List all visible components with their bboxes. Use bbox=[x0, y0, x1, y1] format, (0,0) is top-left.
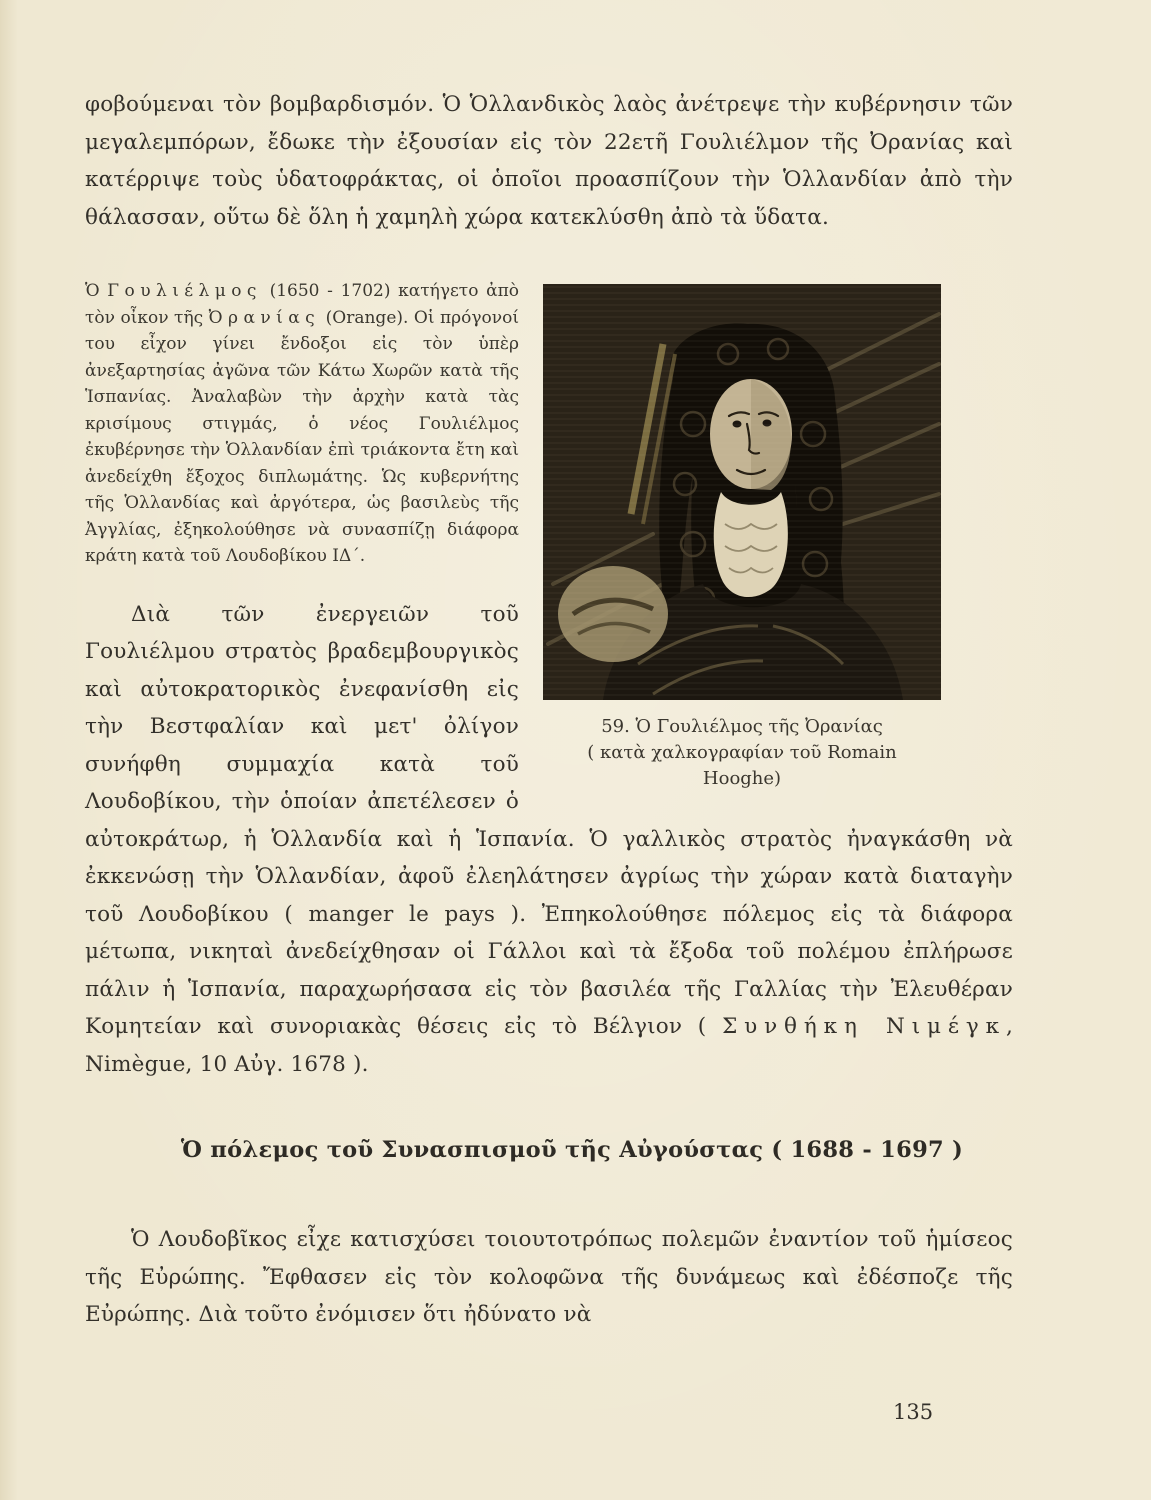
figure-caption-line3: Hooghe) bbox=[702, 768, 782, 789]
portrait-figure bbox=[543, 284, 941, 792]
figure-caption-line1: 59. Ὁ Γουλιέλμος τῆς Ὀρανίας bbox=[601, 716, 883, 737]
intro-paragraph: φοβούμεναι τὸν βομβαρδισμόν. Ὁ Ὁλλανδικὸς λαὸς ἀνέτρεψε τὴν κυβέρνησιν τῶν μεγαλεμπόρων, ἔδωκε τὴν ἐξουσίαν εἰς τὸν 22ετῆ Γουλιέλμον τῆς Ὀρανίας καὶ κατέρριψε τοὺς ὑδατοφράκτας, οἱ ὁποῖοι προασπίζουν τὴν Ὁλλανδίαν ἀπὸ τὴν θάλασσαν, οὕτω δὲ ὅλη ἡ χαμηλὴ χώρα κατεκλύσθη ἀπὸ τὰ ὕδατα. bbox=[85, 92, 1013, 230]
page-number: 135 bbox=[893, 1400, 934, 1424]
main-part2: , Nimègue, 10 Αὐγ. 1678 ). bbox=[85, 1014, 1013, 1077]
section-heading: Ὁ πόλεμος τοῦ Συνασπισμοῦ τῆς Αὐγούστας ( 1688 - 1697 ) bbox=[180, 1137, 964, 1163]
sidebar-rest: (Orange). Οἱ πρόγονοί του εἶχον γίνει ἔνδοξοι εἰς τὸν ὑπὲρ ἀνεξαρτησίας ἀγῶνα τῶν Κάτω Χωρῶν κατὰ τῆς Ἱσπανίας. Ἀναλαβὼν τὴν ἀρχὴν κατὰ τὰς κρισίμους στιγμάς, ὁ νέος Γουλιέλμος ἐκυβέρνησε τὴν Ὁλλανδίαν ἐπὶ τριάκοντα ἔτη καὶ ἀνεδείχθη ἔξοχος διπλωμάτης. Ὡς κυβερνήτης τῆς Ὁλλανδίας καὶ ἀργότερα, ὡς βασιλεὺς τῆς Ἀγγλίας, ἐξηκολούθησε νὰ συνασπίζῃ διάφορα κράτη κατὰ τοῦ Λουδοβίκου ΙΔ΄. bbox=[85, 307, 520, 566]
main-part1: Διὰ τῶν ἐνεργειῶν τοῦ Γουλιέλμου στρατὸς βραδεμβουργικὸς καὶ αὐτοκρατορικὸς ἐνεφανίσθη εἰς τὴν Βεστφαλίαν καὶ μετ' ὀλίγον συνήφθη συμμαχία κατὰ τοῦ Λουδοβίκου, τὴν ὁποίαν ἀπετέλεσεν ὁ αὐτοκράτωρ, ἡ Ὁλλανδία καὶ ἡ Ἱσπανία. Ὁ γαλλικὸς στρατὸς ἠναγκάσθη νὰ ἐκκενώσῃ τὴν Ὁλλανδίαν, ἀφοῦ ἐλεηλάτησεν ἀγρίως τὴν χώραν κατὰ διαταγὴν τοῦ Λουδοβίκου ( manger le pays ). Ἐπηκολούθησε πόλεμος εἰς τὰ διάφορα μέτωπα, νικηταὶ ἀνεδείχθησαν οἱ Γάλλοι καὶ τὰ ἔξοδα τοῦ πολέμου ἐπλήρωσε πάλιν ἡ Ἱσπανία, παραχωρήσασα εἰς τὸν βασιλέα τῆς Γαλλίας τὴν Ἐλευθέραν Κομητείαν καὶ συνοριακὰς θέσεις εἰς τὸ Βέλγιον ( bbox=[85, 601, 1013, 1039]
portrait-engraving bbox=[543, 284, 941, 700]
sidebar-lead: Ὁ bbox=[85, 281, 100, 301]
sidebar-mid: (1650 - 1702) κατήγετο ἀπὸ τὸν οἶκον τῆς bbox=[85, 281, 520, 328]
closing-paragraph: Ὁ Λουδοβῖκος εἶχε κατισχύσει τοιουτοτρόπως πολεμῶν ἐναντίον τοῦ ἡμίσεος τῆς Εὐρώπης. Ἔφθασεν εἰς τὸν κολοφῶνα τῆς δυνάμεως καὶ ἐδέσποζε τῆς Εὐρώπης. Διὰ τοῦτο ἐνόμισεν ὅτι ἠδύνατο νὰ bbox=[85, 1227, 1013, 1327]
figure-caption-line2: ( κατὰ χαλκογραφίαν τοῦ Romain bbox=[587, 742, 897, 763]
treaty-name-spaced: Συνθήκη Νιμέγκ bbox=[722, 1014, 1006, 1039]
sidebar-name-orange: Ὀρανίας bbox=[208, 307, 321, 328]
sidebar-name-william: Γουλιέλμος bbox=[107, 281, 262, 301]
figure-caption bbox=[543, 714, 941, 792]
